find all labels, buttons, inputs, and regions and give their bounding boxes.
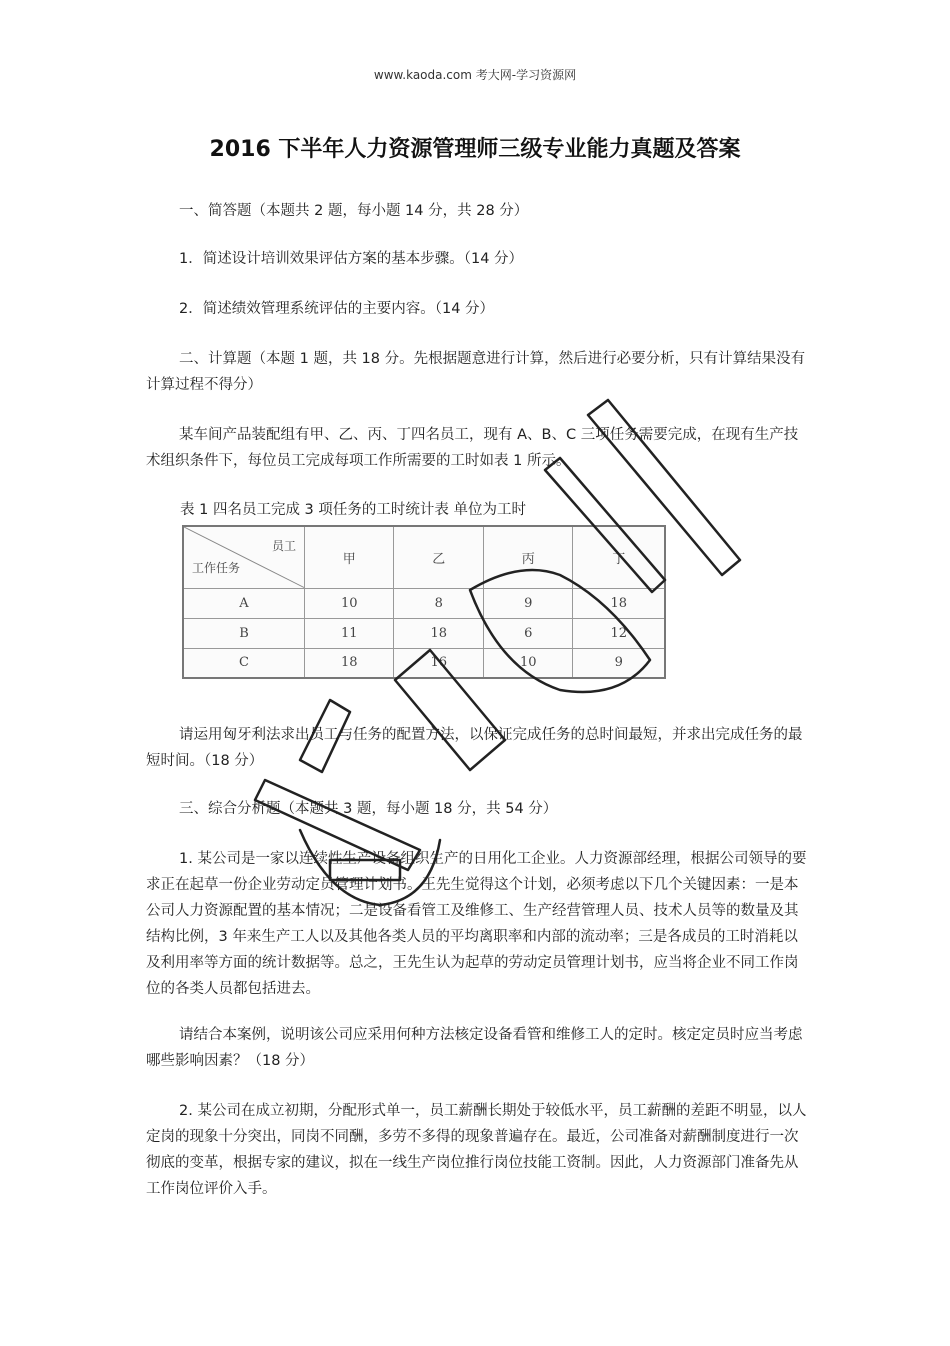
corner-employee-label: 员工 [271, 539, 296, 553]
row-task-label: A [183, 588, 305, 618]
question-2: 2．简述绩效管理系统评估的主要内容。（14 分） [179, 301, 495, 317]
table-cell: 9 [573, 648, 665, 678]
table-cell: 10 [483, 648, 572, 678]
table-cell: 18 [573, 588, 665, 618]
table-cell: 12 [573, 618, 665, 648]
column-header: 丙 [483, 526, 572, 588]
table-row [183, 618, 665, 648]
row-task-label: C [183, 648, 305, 678]
table-row [183, 588, 665, 618]
table-cell: 8 [394, 588, 483, 618]
section-3-heading: 三、综合分析题（本题共 3 题，每小题 18 分，共 54 分） [179, 801, 558, 817]
case-1-question: 请结合本案例，说明该公司应采用何种方法核定设备看管和维修工人的定时。核定定员时应当考虑哪些影响因素？（18 分） [146, 1027, 803, 1069]
work-hours-table [182, 525, 666, 679]
row-task-label: B [183, 618, 305, 648]
table-cell: 11 [305, 618, 394, 648]
table-cell: 18 [394, 618, 483, 648]
case-1-text: 1. 某公司是一家以连续性生产设备组织生产的日用化工企业。人力资源部经理，根据公司领导的要求正在起草一份企业劳动定员管理计划书。王先生觉得这个计划，必须考虑以下几个关键因素：一是本公司人力资源配置的基本情况；二是设备看管工及维修工、生产经营管理人员、技术人员等的数量及其结构比例，3 年来生产工人以及其他各类人员的平均离职率和内部的流动率；三是各成员的工时消耗以及利用率等方面的统计数据等。总之，王先生认为起草的劳动定员管理计划书，应当将企业不同工作岗位的各类人员都包括进去。 [146, 851, 807, 997]
column-header: 丁 [573, 526, 665, 588]
case-2-text: 2. 某公司在成立初期，分配形式单一，员工薪酬长期处于较低水平，员工薪酬的差距不明显，以人定岗的现象十分突出，同岗不同酬，多劳不多得的现象普遍存在。最近，公司准备对薪酬制度进行一次彻底的变革，根据专家的建议，拟在一线生产岗位推行岗位技能工资制。因此，人力资源部门准备先从工作岗位评价入手。 [146, 1103, 807, 1197]
corner-task-label: 工作任务 [192, 560, 241, 575]
table-caption: 表 1 四名员工完成 3 项任务的工时统计表 单位为工时 [180, 502, 526, 518]
section-1-heading: 一、简答题（本题共 2 题，每小题 14 分，共 28 分） [179, 203, 529, 219]
table-cell: 10 [305, 588, 394, 618]
section-2-intro: 某车间产品装配组有甲、乙、丙、丁四名员工，现有 A、B、C 三项任务需要完成，在现有生产技术组织条件下，每位员工完成每项工作所需要的工时如表 1 所示。 [146, 427, 799, 469]
column-header: 甲 [305, 526, 394, 588]
table-row [183, 648, 665, 678]
section-2-question: 请运用匈牙利法求出员工与任务的配置方法，以保证完成任务的总时间最短，并求出完成任务的最短时间。（18 分） [146, 727, 803, 769]
page-title: 2016 下半年人力资源管理师三级专业能力真题及答案 [209, 137, 741, 162]
question-1: 1．简述设计培训效果评估方案的基本步骤。（14 分） [179, 251, 524, 267]
table-cell: 18 [305, 648, 394, 678]
site-header: www.kaoda.com 考大网-学习资源网 [373, 68, 577, 82]
table-header-row [183, 526, 665, 588]
column-header: 乙 [394, 526, 483, 588]
section-2-heading: 二、计算题（本题 1 题，共 18 分。先根据题意进行计算，然后进行必要分析，只有计算结果没有计算过程不得分） [146, 351, 806, 393]
table-cell: 6 [483, 618, 572, 648]
table-cell: 9 [483, 588, 572, 618]
table-cell: 16 [394, 648, 483, 678]
table-corner-cell [183, 526, 305, 588]
